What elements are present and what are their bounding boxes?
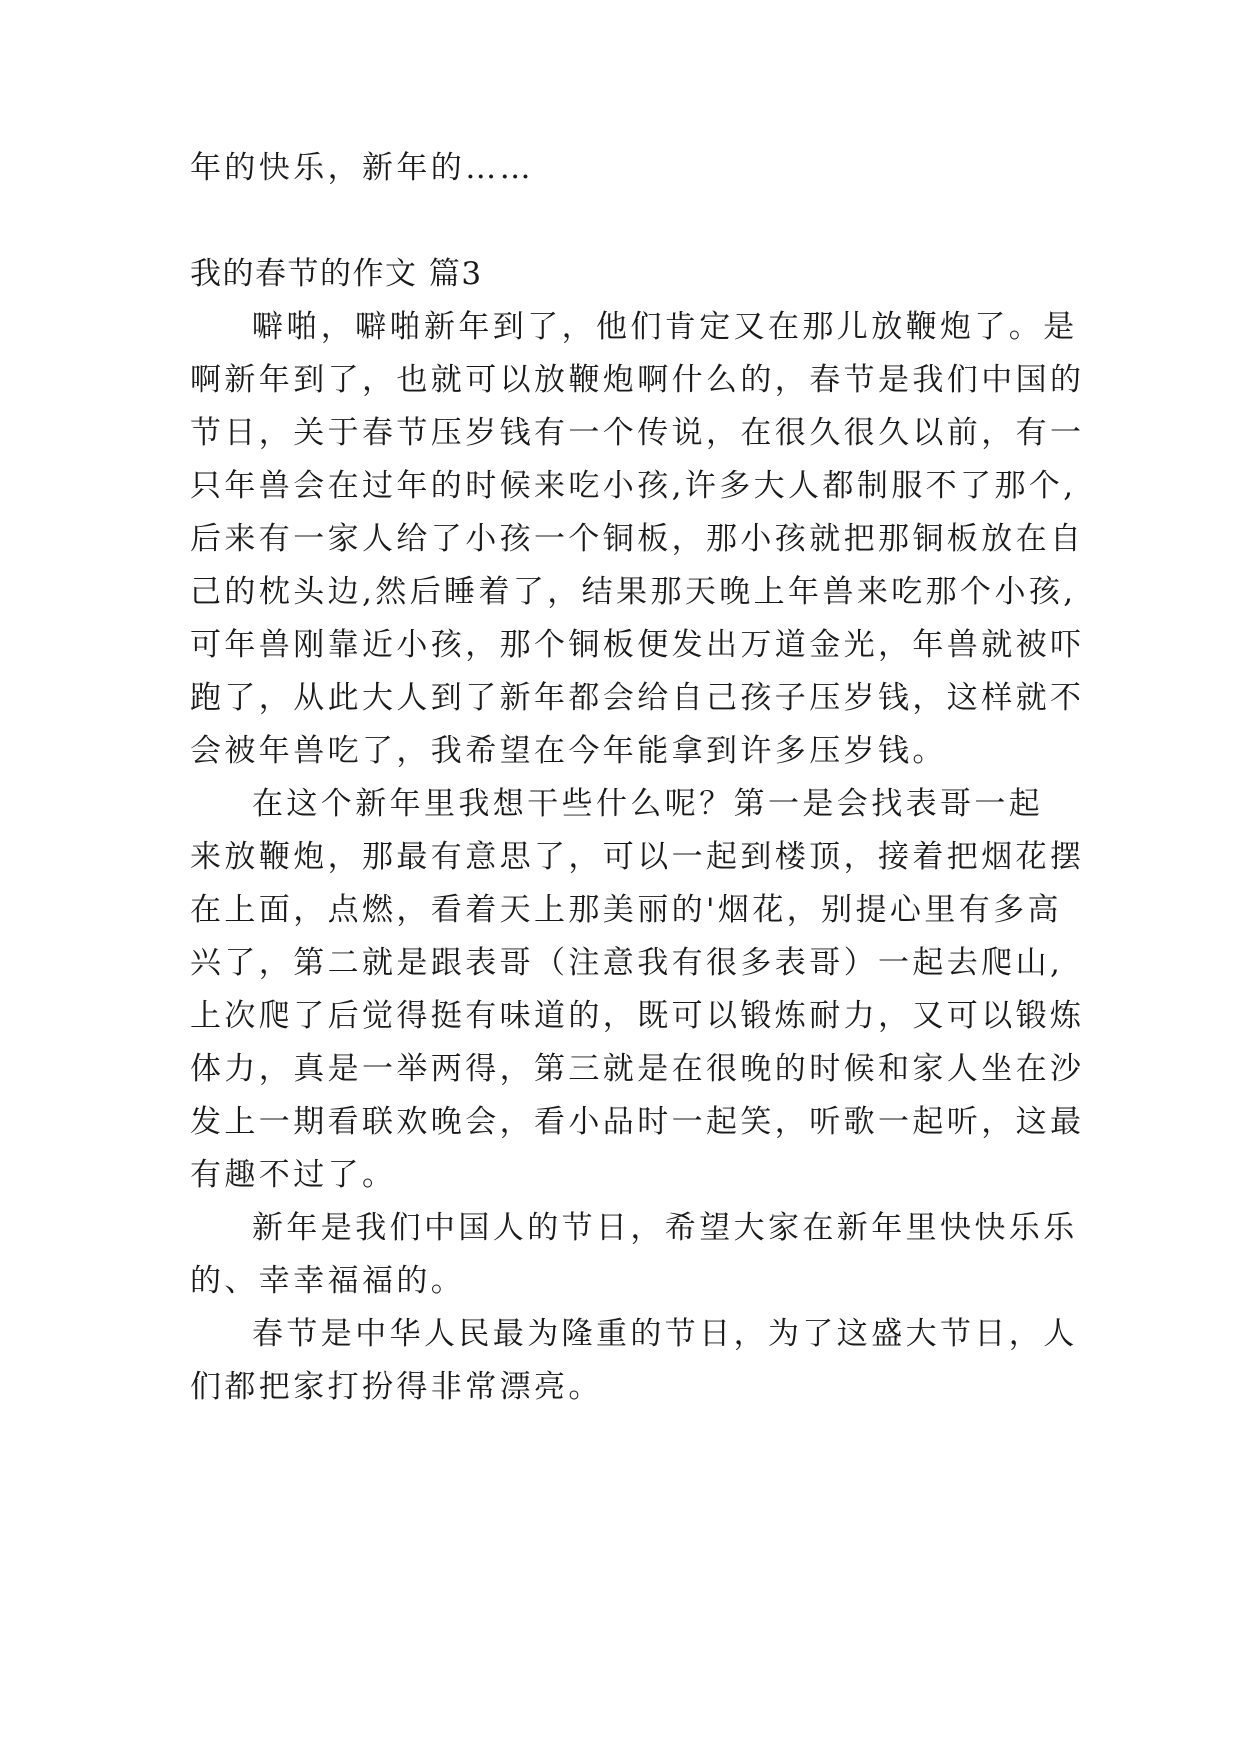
paragraph-line: 体力，真是一举两得，第三就是在很晚的时候和家人坐在沙 xyxy=(190,1051,1085,1087)
paragraph-line: 春节是中华人民最为隆重的节日，为了这盛大节日，人 xyxy=(252,1316,1078,1352)
paragraph-line: 兴了，第二就是跟表哥（注意我有很多表哥）一起去爬山, xyxy=(190,945,1064,981)
paragraph-line: 啊新年到了，也就可以放鞭炮啊什么的，春节是我们中国的 xyxy=(190,362,1085,398)
paragraph-line: 上次爬了后觉得挺有味道的，既可以锻炼耐力，又可以锻炼 xyxy=(190,998,1085,1034)
paragraph-line: 节日，关于春节压岁钱有一个传说，在很久很久以前，有一 xyxy=(190,415,1085,451)
paragraph-line: 发上一期看联欢晚会，看小品时一起笑，听歌一起听，这最 xyxy=(190,1104,1085,1140)
paragraph-line: 只年兽会在过年的时候来吃小孩,许多大人都制服不了那个, xyxy=(190,468,1077,504)
paragraph-line: 后来有一家人给了小孩一个铜板，那小孩就把那铜板放在自 xyxy=(190,521,1085,557)
paragraph-line: 噼啪，噼啪新年到了，他们肯定又在那儿放鞭炮了。是 xyxy=(252,309,1078,345)
paragraph-line: 的、幸幸福福的。 xyxy=(190,1263,466,1299)
paragraph-line: 在上面，点燃，看着天上那美丽的'烟花，别提心里有多高 xyxy=(190,892,1062,928)
paragraph-line: 们都把家打扮得非常漂亮。 xyxy=(190,1369,603,1405)
paragraph-line: 新年是我们中国人的节日，希望大家在新年里快快乐乐 xyxy=(252,1210,1078,1246)
paragraph-line: 来放鞭炮，那最有意思了，可以一起到楼顶，接着把烟花摆 xyxy=(190,839,1085,875)
paragraph-line: 会被年兽吃了，我希望在今年能拿到许多压岁钱。 xyxy=(190,733,947,769)
paragraph-line: 己的枕头边,然后睡着了，结果那天晚上年兽来吃那个小孩, xyxy=(190,574,1077,610)
section-title: 我的春节的作文 篇3 xyxy=(190,256,483,292)
paragraph-line: 有趣不过了。 xyxy=(190,1157,397,1193)
paragraph-line: 可年兽刚靠近小孩，那个铜板便发出万道金光，年兽就被吓 xyxy=(190,627,1085,663)
paragraph-line: 在这个新年里我想干些什么呢？第一是会找表哥一起 xyxy=(252,786,1044,822)
intro-line: 年的快乐，新年的…… xyxy=(190,150,534,186)
paragraph-line: 跑了，从此大人到了新年都会给自己孩子压岁钱，这样就不 xyxy=(190,680,1085,716)
